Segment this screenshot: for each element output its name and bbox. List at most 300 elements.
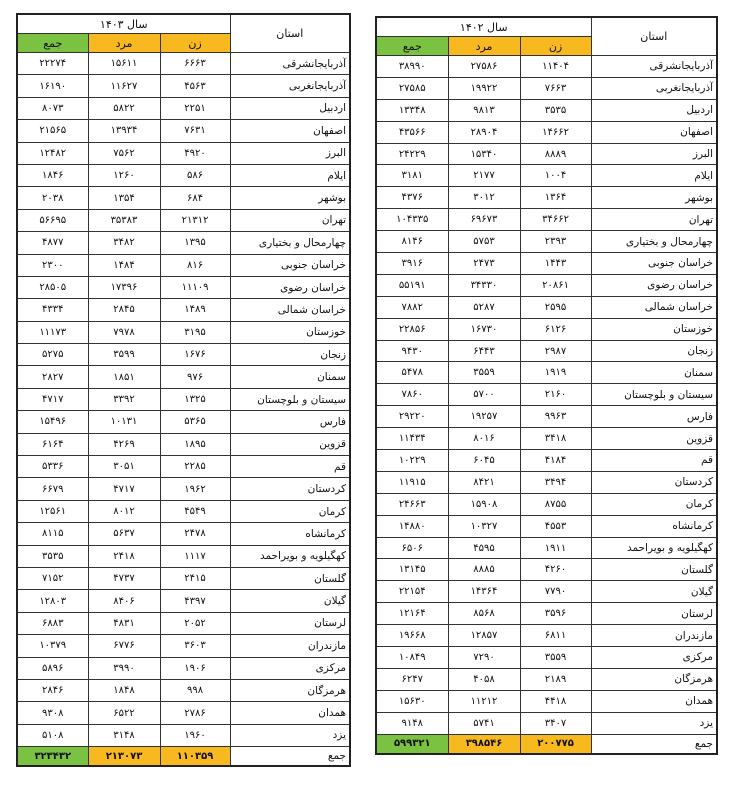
province-cell: همدان xyxy=(591,690,717,712)
male-cell: ۷۲۹۰ xyxy=(448,647,520,669)
province-cell: خراسان جنوبی xyxy=(591,253,717,275)
female-cell: ۹۷۶ xyxy=(160,366,230,388)
female-cell: ۱۴۴۳ xyxy=(520,253,591,275)
table-row xyxy=(17,478,350,500)
total-cell: ۱۲۴۸۲ xyxy=(17,142,88,164)
female-cell: ۳۵۳۵ xyxy=(520,99,591,121)
province-cell: سیستان و بلوچستان xyxy=(591,384,717,406)
male-cell: ۳۴۸۲ xyxy=(88,232,160,254)
province-cell: چهارمحال و بختیاری xyxy=(591,231,717,253)
female-cell: ۳۵۵۹ xyxy=(520,647,591,669)
table-row xyxy=(376,77,717,99)
table-row xyxy=(17,523,350,545)
total-cell: ۴۳۵۶۶ xyxy=(376,121,448,143)
male-cell: ۱۵۳۴۰ xyxy=(448,143,520,165)
total-cell: ۶۸۸۳ xyxy=(17,612,88,634)
female-cell: ۳۱۹۵ xyxy=(160,321,230,343)
province-cell: مرکزی xyxy=(230,657,350,679)
total-cell: ۲۸۲۷ xyxy=(17,366,88,388)
province-column-header: استان xyxy=(230,14,350,53)
table-row xyxy=(376,450,717,472)
female-cell: ۷۶۳۱ xyxy=(160,120,230,142)
total-cell: ۶۵۰۶ xyxy=(376,537,448,559)
table-row xyxy=(17,724,350,746)
total-cell: ۱۳۱۴۵ xyxy=(376,559,448,581)
province-cell: فارس xyxy=(230,411,350,433)
table-row xyxy=(376,274,717,296)
female-total-cell: ۲۰۰۷۷۵ xyxy=(520,734,591,754)
table-row xyxy=(17,590,350,612)
male-cell: ۷۵۶۲ xyxy=(88,142,160,164)
male-cell: ۶۷۷۶ xyxy=(88,635,160,657)
total-cell: ۱۱۱۷۳ xyxy=(17,321,88,343)
province-cell: اردبیل xyxy=(591,99,717,121)
male-cell: ۱۲۶۰ xyxy=(88,164,160,186)
province-cell: گلستان xyxy=(591,559,717,581)
table-row xyxy=(376,165,717,187)
table-row xyxy=(17,567,350,589)
table-1403-panel xyxy=(16,13,349,767)
female-cell: ۱۹۱۹ xyxy=(520,362,591,384)
table-row xyxy=(376,121,717,143)
province-cell: بوشهر xyxy=(591,187,717,209)
province-cell: زنجان xyxy=(230,344,350,366)
male-cell: ۵۶۳۷ xyxy=(88,523,160,545)
female-cell: ۲۲۸۵ xyxy=(160,456,230,478)
total-cell: ۲۸۵۰۵ xyxy=(17,276,88,298)
table-row xyxy=(17,366,350,388)
male-cell: ۲۷۵۸۶ xyxy=(448,56,520,78)
male-cell: ۱۰۳۲۷ xyxy=(448,515,520,537)
male-cell: ۶۵۲۲ xyxy=(88,702,160,724)
total-cell: ۵۸۹۶ xyxy=(17,657,88,679)
total-cell: ۱۳۳۴۸ xyxy=(376,99,448,121)
male-cell: ۳۰۵۱ xyxy=(88,456,160,478)
total-cell: ۲۸۴۶ xyxy=(17,679,88,701)
male-cell: ۲۴۷۳ xyxy=(448,253,520,275)
male-cell: ۵۲۸۷ xyxy=(448,296,520,318)
table-row xyxy=(17,276,350,298)
total-cell: ۹۴۳۰ xyxy=(376,340,448,362)
female-cell: ۸۱۶ xyxy=(160,254,230,276)
male-cell: ۱۳۵۴ xyxy=(88,187,160,209)
grand-total-cell: ۵۹۹۳۲۱ xyxy=(376,734,448,754)
male-cell: ۳۴۳۳۰ xyxy=(448,274,520,296)
female-cell: ۴۴۱۸ xyxy=(520,690,591,712)
province-cell: فارس xyxy=(591,406,717,428)
province-cell: یزد xyxy=(230,724,350,746)
male-total-cell: ۳۹۸۵۴۶ xyxy=(448,734,520,754)
male-cell: ۴۸۳۱ xyxy=(88,612,160,634)
table-row xyxy=(376,603,717,625)
province-cell: مازندران xyxy=(230,635,350,657)
female-cell: ۶۱۲۶ xyxy=(520,318,591,340)
total-cell: ۲۱۵۶۵ xyxy=(17,120,88,142)
table-row xyxy=(17,75,350,97)
male-cell: ۳۱۴۸ xyxy=(88,724,160,746)
male-cell: ۶۰۴۵ xyxy=(448,450,520,472)
male-cell: ۶۴۴۳ xyxy=(448,340,520,362)
female-cell: ۲۵۹۵ xyxy=(520,296,591,318)
table-row xyxy=(376,559,717,581)
total-cell: ۶۶۷۹ xyxy=(17,478,88,500)
province-cell: قم xyxy=(230,456,350,478)
province-cell: کردستان xyxy=(591,471,717,493)
table-row xyxy=(17,209,350,231)
year-label: سال ۱۴۰۳ xyxy=(17,14,230,34)
male-cell: ۱۶۷۳۰ xyxy=(448,318,520,340)
province-cell: ایلام xyxy=(591,165,717,187)
female-cell: ۶۸۱۱ xyxy=(520,625,591,647)
female-cell: ۱۹۶۰ xyxy=(160,724,230,746)
female-cell: ۱۸۹۵ xyxy=(160,433,230,455)
table-row xyxy=(17,612,350,634)
male-total-cell: ۲۱۳۰۷۳ xyxy=(88,747,160,767)
table-row xyxy=(17,53,350,75)
male-cell: ۸۰۱۶ xyxy=(448,428,520,450)
province-cell: کرمانشاه xyxy=(591,515,717,537)
province-cell: کرمان xyxy=(591,493,717,515)
male-cell: ۱۰۱۳۱ xyxy=(88,411,160,433)
table-row xyxy=(376,581,717,603)
province-cell: همدان xyxy=(230,702,350,724)
female-cell: ۲۱۶۰ xyxy=(520,384,591,406)
table-row xyxy=(17,232,350,254)
female-cell: ۱۳۲۵ xyxy=(160,388,230,410)
total-cell: ۱۰۲۲۹ xyxy=(376,450,448,472)
province-cell: البرز xyxy=(591,143,717,165)
table-row xyxy=(376,187,717,209)
province-cell: قزوین xyxy=(591,428,717,450)
totals-label: جمع xyxy=(591,734,717,754)
male-cell: ۴۲۶۹ xyxy=(88,433,160,455)
female-cell: ۴۱۸۴ xyxy=(520,450,591,472)
province-cell: چهارمحال و بختیاری xyxy=(230,232,350,254)
province-cell: گیلان xyxy=(230,590,350,612)
province-cell: خراسان رضوی xyxy=(230,276,350,298)
table-row xyxy=(17,702,350,724)
male-cell: ۳۹۹۰ xyxy=(88,657,160,679)
total-cell: ۱۲۸۰۳ xyxy=(17,590,88,612)
female-cell: ۱۴۸۹ xyxy=(160,299,230,321)
table-row xyxy=(17,299,350,321)
female-cell: ۱۳۶۴ xyxy=(520,187,591,209)
province-cell: سمنان xyxy=(591,362,717,384)
table-row xyxy=(376,209,717,231)
male-cell: ۳۳۹۲ xyxy=(88,388,160,410)
male-cell: ۵۷۴۱ xyxy=(448,712,520,734)
male-cell: ۲۴۱۸ xyxy=(88,545,160,567)
male-cell: ۱۱۶۲۷ xyxy=(88,75,160,97)
total-cell: ۳۸۹۹۰ xyxy=(376,56,448,78)
province-cell: خوزستان xyxy=(230,321,350,343)
header-row-year xyxy=(17,14,350,34)
table-row xyxy=(376,690,717,712)
total-cell: ۸۱۴۶ xyxy=(376,231,448,253)
table-row xyxy=(376,625,717,647)
table-row xyxy=(17,500,350,522)
female-cell: ۴۵۶۳ xyxy=(160,75,230,97)
province-cell: خراسان شمالی xyxy=(230,299,350,321)
total-cell: ۲۰۳۸ xyxy=(17,187,88,209)
female-cell: ۳۴۹۴ xyxy=(520,471,591,493)
male-cell: ۱۸۵۱ xyxy=(88,366,160,388)
table-row xyxy=(376,428,717,450)
female-cell: ۴۹۲۰ xyxy=(160,142,230,164)
female-cell: ۱۶۷۶ xyxy=(160,344,230,366)
province-cell: اصفهان xyxy=(230,120,350,142)
table-row xyxy=(376,143,717,165)
female-cell: ۳۶۰۳ xyxy=(160,635,230,657)
province-cell: کردستان xyxy=(230,478,350,500)
table-row xyxy=(376,318,717,340)
province-cell: تهران xyxy=(591,209,717,231)
total-cell: ۱۱۹۱۵ xyxy=(376,471,448,493)
total-cell: ۷۱۵۲ xyxy=(17,567,88,589)
male-cell: ۹۸۱۳ xyxy=(448,99,520,121)
province-cell: لرستان xyxy=(230,612,350,634)
male-cell: ۱۳۹۳۴ xyxy=(88,120,160,142)
total-cell: ۴۷۱۷ xyxy=(17,388,88,410)
female-cell: ۱۱۴۰۴ xyxy=(520,56,591,78)
male-cell: ۱۵۶۱۱ xyxy=(88,53,160,75)
male-cell: ۳۵۵۹ xyxy=(448,362,520,384)
total-cell: ۹۳۰۸ xyxy=(17,702,88,724)
province-cell: لرستان xyxy=(591,603,717,625)
table-row xyxy=(17,120,350,142)
province-cell: آذربایجانشرقی xyxy=(591,56,717,78)
female-cell: ۴۵۵۳ xyxy=(520,515,591,537)
male-cell: ۱۵۹۰۸ xyxy=(448,493,520,515)
total-cell: ۲۹۲۲۰ xyxy=(376,406,448,428)
table-row xyxy=(17,635,350,657)
total-cell: ۵۶۶۹۵ xyxy=(17,209,88,231)
total-cell: ۳۱۸۱ xyxy=(376,165,448,187)
male-cell: ۸۴۲۱ xyxy=(448,471,520,493)
table-row xyxy=(376,647,717,669)
table-row xyxy=(17,344,350,366)
male-cell: ۳۵۳۸۳ xyxy=(88,209,160,231)
total-cell: ۱۵۴۹۶ xyxy=(17,411,88,433)
table-row xyxy=(376,384,717,406)
total-cell: ۲۲۸۵۶ xyxy=(376,318,448,340)
table-row xyxy=(376,253,717,275)
total-cell: ۹۱۴۸ xyxy=(376,712,448,734)
province-column-header: استان xyxy=(591,17,717,56)
province-cell: زنجان xyxy=(591,340,717,362)
province-cell: ایلام xyxy=(230,164,350,186)
year-label: سال ۱۴۰۲ xyxy=(376,17,591,37)
total-cell: ۵۴۷۸ xyxy=(376,362,448,384)
total-cell: ۲۲۱۵۴ xyxy=(376,581,448,603)
male-cell: ۱۴۸۴ xyxy=(88,254,160,276)
female-cell: ۲۴۷۸ xyxy=(160,523,230,545)
table-row xyxy=(17,164,350,186)
female-cell: ۷۶۶۳ xyxy=(520,77,591,99)
province-cell: خراسان رضوی xyxy=(591,274,717,296)
male-cell: ۶۹۶۷۳ xyxy=(448,209,520,231)
total-cell: ۱۰۴۳۳۵ xyxy=(376,209,448,231)
male-cell: ۳۵۹۹ xyxy=(88,344,160,366)
male-column-header: مرد xyxy=(88,34,160,53)
male-cell: ۸۵۶۸ xyxy=(448,603,520,625)
table-row xyxy=(376,296,717,318)
female-cell: ۲۹۸۷ xyxy=(520,340,591,362)
female-cell: ۱۱۱۰۹ xyxy=(160,276,230,298)
male-cell: ۱۷۳۹۶ xyxy=(88,276,160,298)
female-column-header: زن xyxy=(520,37,591,56)
province-cell: سمنان xyxy=(230,366,350,388)
province-cell: آذربایجانغربی xyxy=(230,75,350,97)
table-row xyxy=(17,679,350,701)
table-row xyxy=(17,254,350,276)
province-cell: قزوین xyxy=(230,433,350,455)
total-cell: ۲۷۵۸۵ xyxy=(376,77,448,99)
female-cell: ۲۰۸۶۱ xyxy=(520,274,591,296)
male-cell: ۸۴۰۶ xyxy=(88,590,160,612)
female-cell: ۳۴۰۷ xyxy=(520,712,591,734)
province-cell: اردبیل xyxy=(230,97,350,119)
table-row xyxy=(376,712,717,734)
province-cell: هرمزگان xyxy=(230,679,350,701)
total-cell: ۱۰۳۷۹ xyxy=(17,635,88,657)
female-cell: ۲۷۸۶ xyxy=(160,702,230,724)
female-cell: ۴۵۴۹ xyxy=(160,500,230,522)
table-row xyxy=(376,471,717,493)
table-row xyxy=(376,493,717,515)
table-row xyxy=(376,537,717,559)
table-1402-panel xyxy=(375,16,716,755)
province-cell: یزد xyxy=(591,712,717,734)
totals-row xyxy=(17,747,350,767)
province-cell: آذربایجانغربی xyxy=(591,77,717,99)
table-row xyxy=(17,456,350,478)
male-cell: ۳۰۱۲ xyxy=(448,187,520,209)
female-cell: ۵۸۶ xyxy=(160,164,230,186)
male-cell: ۵۷۵۳ xyxy=(448,231,520,253)
male-cell: ۲۸۴۵ xyxy=(88,299,160,321)
total-cell: ۱۸۴۶ xyxy=(17,164,88,186)
province-cell: البرز xyxy=(230,142,350,164)
total-cell: ۳۹۱۶ xyxy=(376,253,448,275)
female-cell: ۵۳۶۵ xyxy=(160,411,230,433)
table-row xyxy=(376,99,717,121)
province-cell: کهگیلویه و بویراحمد xyxy=(591,537,717,559)
total-cell: ۷۸۸۲ xyxy=(376,296,448,318)
male-cell: ۱۹۲۵۷ xyxy=(448,406,520,428)
female-cell: ۸۷۵۵ xyxy=(520,493,591,515)
female-cell: ۹۹۸ xyxy=(160,679,230,701)
female-cell: ۲۱۳۱۲ xyxy=(160,209,230,231)
female-cell: ۱۱۱۷ xyxy=(160,545,230,567)
table-row xyxy=(376,515,717,537)
total-cell: ۱۹۶۶۸ xyxy=(376,625,448,647)
province-cell: خراسان شمالی xyxy=(591,296,717,318)
total-cell: ۲۲۲۷۴ xyxy=(17,53,88,75)
total-cell: ۸۰۷۳ xyxy=(17,97,88,119)
male-cell: ۱۱۲۱۲ xyxy=(448,690,520,712)
male-cell: ۵۷۰۰ xyxy=(448,384,520,406)
province-cell: خوزستان xyxy=(591,318,717,340)
province-cell: آذربایجانشرقی xyxy=(230,53,350,75)
total-cell: ۱۶۱۹۰ xyxy=(17,75,88,97)
female-cell: ۱۳۹۵ xyxy=(160,232,230,254)
female-cell: ۲۳۹۳ xyxy=(520,231,591,253)
male-cell: ۸۰۱۲ xyxy=(88,500,160,522)
male-cell: ۷۹۷۸ xyxy=(88,321,160,343)
province-cell: کرمانشاه xyxy=(230,523,350,545)
female-cell: ۶۸۴ xyxy=(160,187,230,209)
total-cell: ۲۴۲۲۹ xyxy=(376,143,448,165)
total-cell: ۱۱۴۳۴ xyxy=(376,428,448,450)
table-row xyxy=(17,321,350,343)
total-cell: ۴۳۷۶ xyxy=(376,187,448,209)
male-column-header: مرد xyxy=(448,37,520,56)
table-row xyxy=(17,187,350,209)
total-cell: ۳۵۳۵ xyxy=(17,545,88,567)
province-cell: قم xyxy=(591,450,717,472)
male-cell: ۵۸۲۲ xyxy=(88,97,160,119)
total-cell: ۱۴۸۸۰ xyxy=(376,515,448,537)
province-cell: خراسان جنوبی xyxy=(230,254,350,276)
total-cell: ۶۱۶۴ xyxy=(17,433,88,455)
female-cell: ۱۰۰۴ xyxy=(520,165,591,187)
table-row xyxy=(17,657,350,679)
male-cell: ۱۴۳۶۴ xyxy=(448,581,520,603)
total-cell: ۱۲۵۶۱ xyxy=(17,500,88,522)
male-cell: ۴۵۹۵ xyxy=(448,537,520,559)
data-table xyxy=(375,16,718,755)
table-row xyxy=(17,545,350,567)
table-row xyxy=(376,56,717,78)
male-cell: ۴۷۳۷ xyxy=(88,567,160,589)
total-cell: ۸۱۱۵ xyxy=(17,523,88,545)
male-cell: ۲۱۷۷ xyxy=(448,165,520,187)
male-cell: ۱۸۴۸ xyxy=(88,679,160,701)
female-cell: ۱۹۰۶ xyxy=(160,657,230,679)
female-column-header: زن xyxy=(160,34,230,53)
totals-row xyxy=(376,734,717,754)
female-cell: ۹۹۶۳ xyxy=(520,406,591,428)
grand-total-cell: ۳۲۳۴۳۲ xyxy=(17,747,88,767)
table-row xyxy=(376,340,717,362)
table-row xyxy=(17,97,350,119)
province-cell: تهران xyxy=(230,209,350,231)
female-cell: ۲۲۵۱ xyxy=(160,97,230,119)
table-row xyxy=(17,433,350,455)
male-cell: ۴۰۵۸ xyxy=(448,668,520,690)
province-cell: اصفهان xyxy=(591,121,717,143)
total-column-header: جمع xyxy=(376,37,448,56)
female-cell: ۳۴۶۶۲ xyxy=(520,209,591,231)
data-table xyxy=(16,13,351,767)
total-cell: ۲۳۰۰ xyxy=(17,254,88,276)
female-cell: ۷۷۹۰ xyxy=(520,581,591,603)
male-cell: ۲۸۹۰۴ xyxy=(448,121,520,143)
total-cell: ۷۸۶۰ xyxy=(376,384,448,406)
female-cell: ۱۹۶۲ xyxy=(160,478,230,500)
female-cell: ۴۳۹۷ xyxy=(160,590,230,612)
total-cell: ۴۸۷۷ xyxy=(17,232,88,254)
province-cell: هرمزگان xyxy=(591,668,717,690)
header-row-year xyxy=(376,17,717,37)
total-cell: ۴۳۳۴ xyxy=(17,299,88,321)
table-row xyxy=(17,388,350,410)
total-cell: ۲۴۶۶۳ xyxy=(376,493,448,515)
male-cell: ۱۹۹۲۲ xyxy=(448,77,520,99)
province-cell: گلستان xyxy=(230,567,350,589)
province-cell: کهگیلویه و بویراحمد xyxy=(230,545,350,567)
